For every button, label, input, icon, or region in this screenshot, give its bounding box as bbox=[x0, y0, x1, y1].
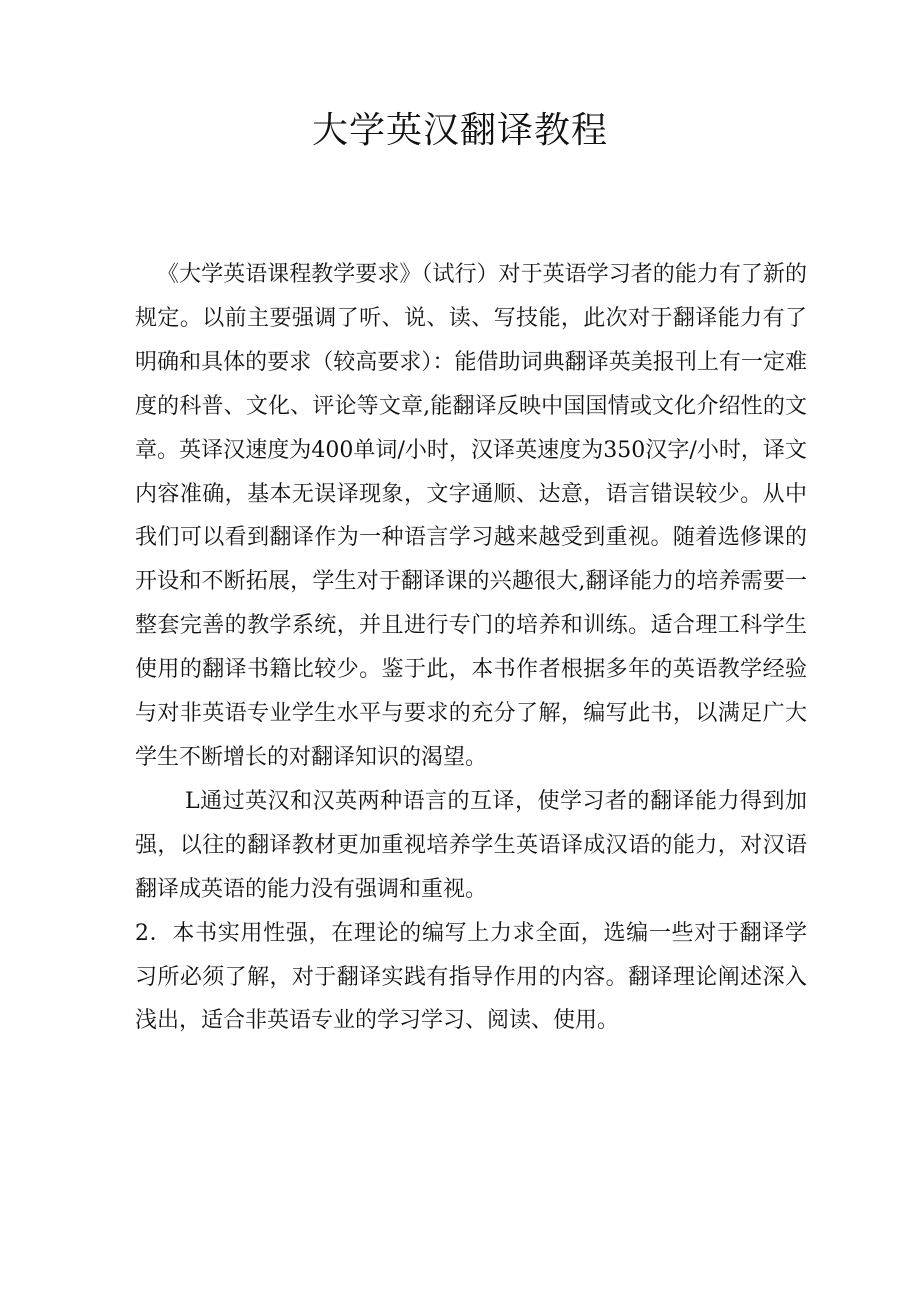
feature-paragraph-1: L通过英汉和汉英两种语言的互译，使学习者的翻译能力得到加强，以往的翻译教材更加重视培养学生英语译成汉语的能力，对汉语翻译成英语的能力没有强调和重视。 bbox=[135, 788, 807, 902]
document-body bbox=[135, 253, 807, 1043]
intro-paragraph: 《大学英语课程教学要求》（试行）对于英语学习者的能力有了新的规定。以前主要强调了听、说、读、写技能，此次对于翻译能力有了明确和具体的要求（较高要求）：能借助词典翻译英美报刊上有一定难度的科普、文化、评论等文章,能翻译反映中国国情或文化介绍性的文章。英译汉速度为400单词/小时，汉译英速度为350汉字/小时，译文内容准确，基本无误译现象，文字通顺、达意，语言错误较少。从中我们可以看到翻译作为一种语言学习越来越受到重视。随着选修课的开设和不断拓展，学生对于翻译课的兴趣很大,翻译能力的培养需要一整套完善的教学系统，并且进行专门的培养和训练。适合理工科学生使用的翻译书籍比较少。鉴于此，本书作者根据多年的英语教学经验与对非英语专业学生水平与要求的充分了解，编写此书，以满足广大学生不断增长的对翻译知识的渴望。 bbox=[135, 262, 807, 770]
feature-paragraph-2: 2．本书实用性强，在理论的编写上力求全面，选编一些对于翻译学习所必须了解，对于翻译实践有指导作用的内容。翻译理论阐述深入浅出，适合非英语专业的学习学习、阅读、使用。 bbox=[135, 920, 807, 1034]
document-title: 大学英汉翻译教程 bbox=[311, 110, 608, 151]
